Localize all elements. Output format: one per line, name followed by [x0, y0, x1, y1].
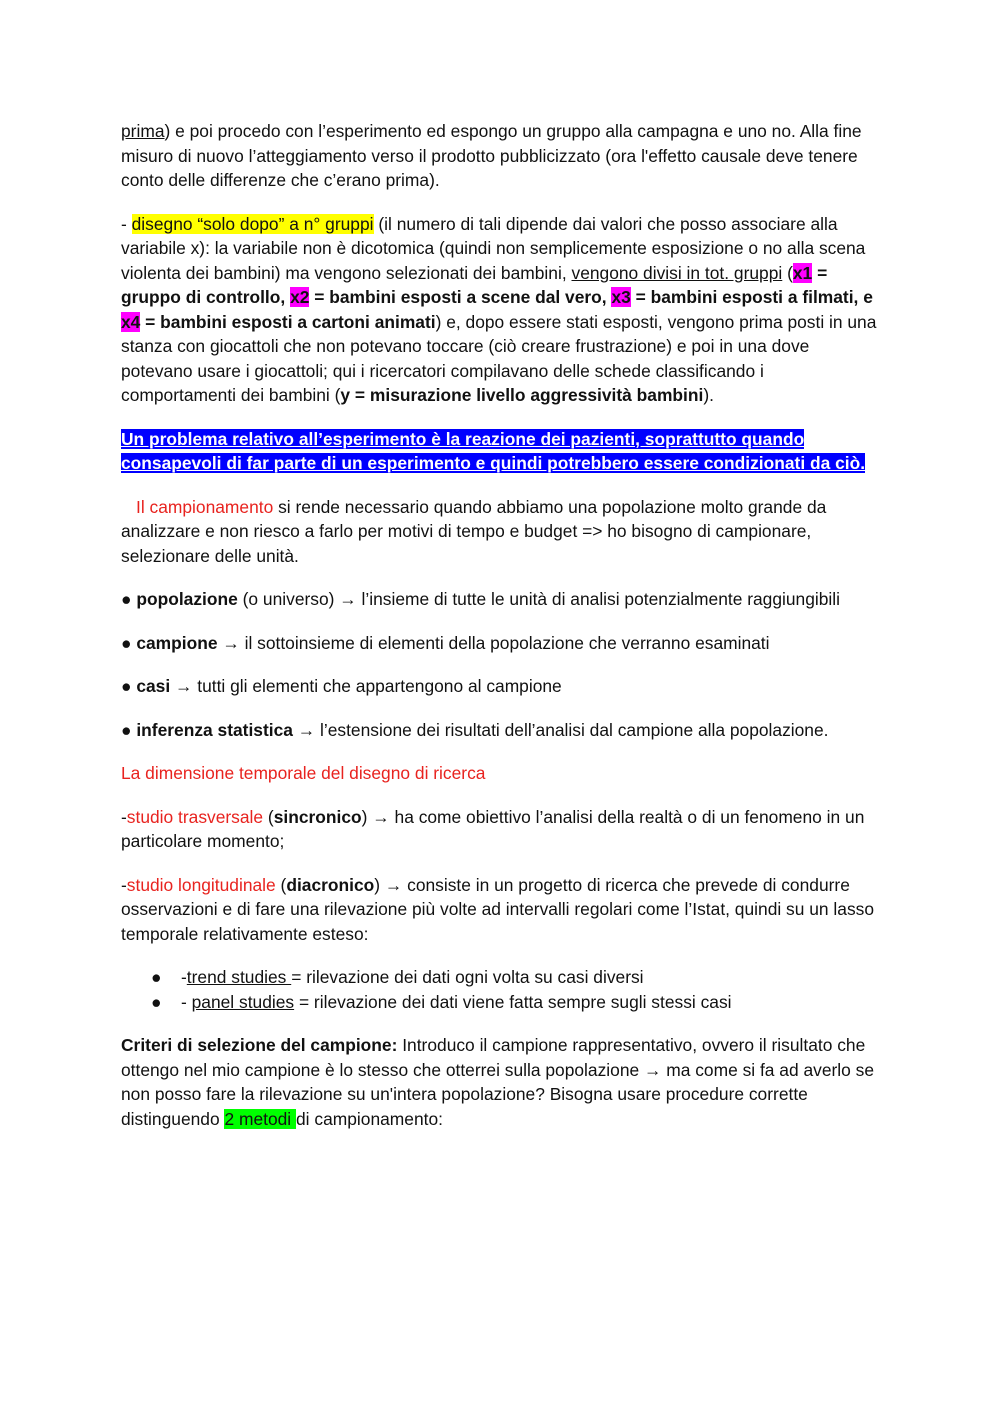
- underlined-text: trend studies: [186, 967, 292, 987]
- paragraph-text: ) e poi procedo con l’esperimento ed espongo un gruppo alla campagna e uno no. Alla fine misuro di nuovo l’atteggiamento verso il prodotto pubblicizzato (ora l'effetto causale deve tenere conto delle differenze che c’erano prima).: [121, 121, 862, 190]
- definition-term: casi: [136, 676, 171, 696]
- dash: -: [121, 874, 127, 895]
- variable-x4: x4: [121, 311, 141, 332]
- definition-term: popolazione: [136, 589, 238, 609]
- red-term: studio trasversale: [126, 806, 264, 827]
- list-prefix: -: [181, 991, 192, 1012]
- definition-term: inferenza statistica: [136, 719, 293, 740]
- paragraph-text: Introduco il campione rappresentativo, ovvero il risultato che ottengo nel mio campione è lo stesso che otterrei sulla popolazione → ma come si fa ad averlo se non posso fare la rilevazione su un'intera popolazione? Bisogna usare procedure corrette distinguendo: [121, 1035, 875, 1129]
- highlight-green: 2 metodi: [224, 1108, 297, 1129]
- variable-x3: x3: [611, 287, 631, 307]
- highlight-yellow: disegno “solo dopo” a n° gruppi: [131, 213, 374, 234]
- paragraph-text: (: [263, 806, 274, 827]
- paragraph-text: ).: [703, 385, 714, 405]
- red-term: Il campionamento: [136, 496, 274, 517]
- bold-text: Criteri di selezione del campione:: [121, 1035, 398, 1055]
- paragraph-text: ) → consiste in un progetto di ricerca che prevede di condurre osservazioni e di fare una rilevazione più volte ad intervalli regolari come l’Istat, quindi su un lasso temporale relativamente esteso:: [121, 874, 875, 944]
- paragraph-prima: [121, 119, 881, 193]
- document-page: [121, 119, 881, 1131]
- underlined-text: panel studies: [191, 991, 295, 1012]
- dash: -: [121, 806, 127, 827]
- bold-text: = gruppo di controllo,: [121, 262, 828, 307]
- bullet: ●: [151, 991, 162, 1012]
- underlined-text: vengono divisi in tot. gruppi: [571, 262, 783, 283]
- bullet: ●: [121, 589, 137, 609]
- highlight-blue: Un problema relativo all’esperimento è la reazione dei pazienti, soprattutto quando consapevoli di far parte di un esperimento e quindi potrebbero essere condizionati da ciò.: [121, 428, 866, 473]
- dash: -: [121, 213, 132, 234]
- list-item: [121, 965, 881, 990]
- paragraph-criteri: [121, 1033, 881, 1131]
- definition-text: → tutti gli elementi che appartengono al campione: [170, 676, 562, 696]
- definition-casi: [121, 674, 881, 699]
- paragraph-problema: [121, 427, 881, 476]
- bold-text: = bambini esposti a cartoni animati: [140, 311, 436, 332]
- bold-text: = bambini esposti a scene dal vero,: [309, 287, 612, 307]
- list-prefix: -: [181, 967, 187, 987]
- paragraph-campionamento: [121, 495, 881, 569]
- bold-text: sincronico: [273, 806, 362, 827]
- paragraph-disegno-n-gruppi: [121, 212, 881, 408]
- paragraph-text: si rende necessario quando abbiamo una popolazione molto grande da analizzare e non riesco a farlo per motivi di tempo e budget => ho bisogno di campionare, selezionare delle unità.: [121, 496, 827, 566]
- bullet: ●: [151, 967, 162, 987]
- bold-text: y = misurazione livello aggressività bambini: [340, 385, 704, 405]
- variable-x2: x2: [290, 287, 310, 307]
- definition-popolazione: [121, 587, 881, 612]
- red-term: studio longitudinale: [126, 874, 276, 895]
- paragraph-studio-trasversale: [121, 805, 881, 854]
- definition-term: campione: [136, 632, 218, 653]
- bullet: ●: [121, 632, 137, 653]
- definition-text: → il sottoinsieme di elementi della popolazione che verranno esaminati: [217, 632, 770, 653]
- definition-text: (o universo) → l’insieme di tutte le unità di analisi potenzialmente raggiungibili: [237, 589, 841, 609]
- definition-inferenza: [121, 718, 881, 743]
- list-text: = rilevazione dei dati ogni volta su casi diversi: [291, 967, 644, 987]
- paragraph-text: (: [782, 262, 793, 283]
- list-text: = rilevazione dei dati viene fatta sempre sugli stessi casi: [294, 991, 732, 1012]
- bullet: ●: [121, 676, 137, 696]
- bold-text: diacronico: [286, 874, 375, 895]
- bullet: ●: [121, 719, 137, 740]
- bold-text: = bambini esposti a filmati, e: [630, 287, 873, 307]
- variable-x1: x1: [792, 262, 813, 283]
- paragraph-text: ) e, dopo essere stati esposti, vengono prima posti in una stanza con giocattoli che non potevano toccare (ciò creare frustrazione) e poi in una dove potevano usare i giocattoli; qui i ricercatori compilavano delle schede classificando i comportamenti dei bambini (: [121, 311, 877, 405]
- paragraph-text: (il numero di tali dipende dai valori che posso associare alla variabile x): la variabile non è dicotomica (quindi non semplicemente esposizione o no alla scena violenta dei bambini) ma vengono selezionati dei bambini,: [121, 213, 866, 283]
- paragraph-text: (: [275, 874, 287, 895]
- definition-campione: [121, 631, 881, 656]
- section-heading: La dimensione temporale del disegno di ricerca: [121, 763, 486, 783]
- paragraph-text: di campionamento:: [296, 1108, 443, 1129]
- definition-text: → l’estensione dei risultati dell’analisi dal campione alla popolazione.: [292, 719, 829, 740]
- paragraph-text: ) → ha come obiettivo l’analisi della realtà o di un fenomeno in un particolare momento;: [121, 806, 865, 851]
- list-item: [121, 990, 881, 1015]
- studies-list: [121, 965, 881, 1014]
- underlined-text: prima: [121, 121, 165, 141]
- paragraph-studio-longitudinale: [121, 873, 881, 947]
